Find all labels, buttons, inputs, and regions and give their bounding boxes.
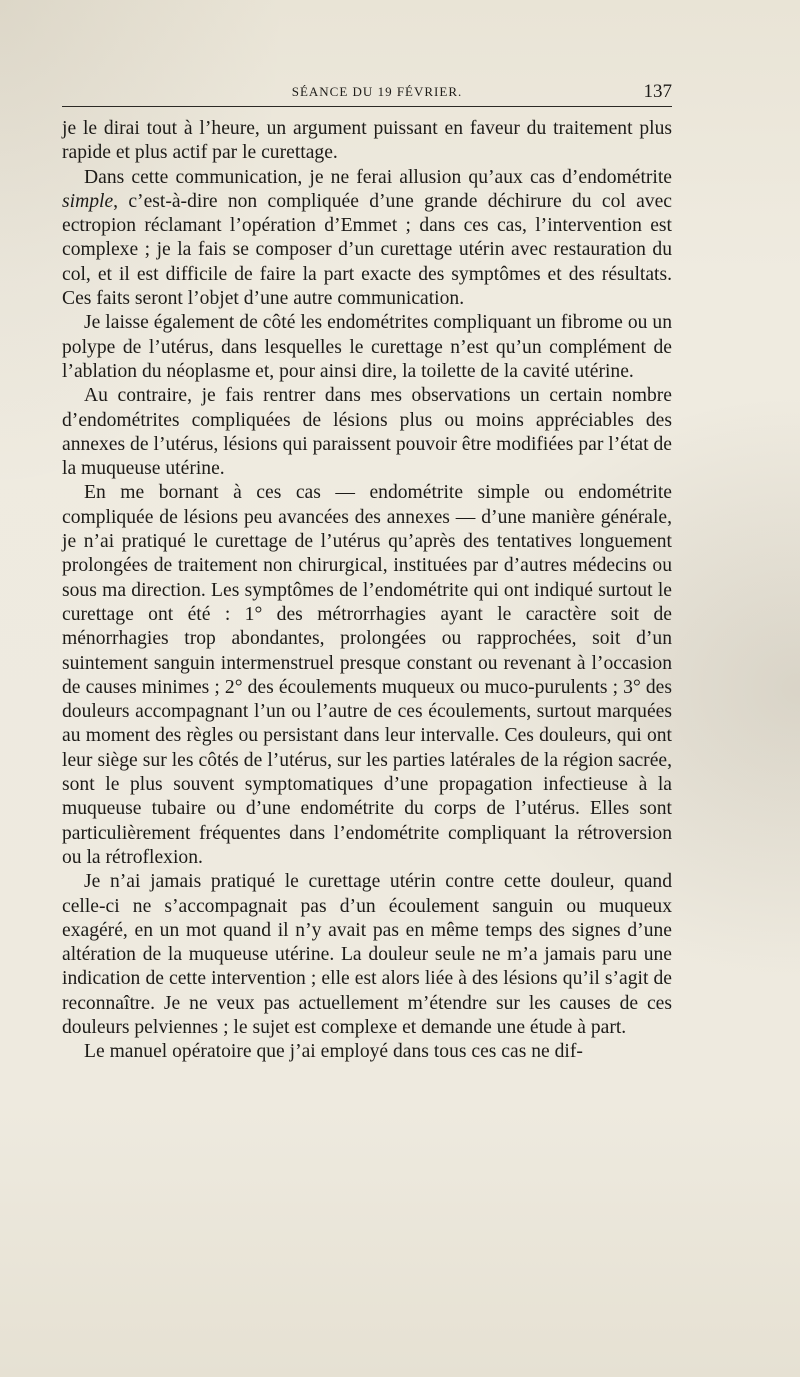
paragraph-text-end: , c’est-à-dire non compliquée d’une grande déchirure du col avec ectropion réclamant l’opération d’Emmet ; dans ces cas, l’intervention est complexe ; je la fais se composer d’un curettage utérin avec restauration du col, et il est difficile de faire la part exacte des symptômes et des résultats. Ces faits seront l’objet d’une autre communication. xyxy=(62,190,672,310)
header-rule xyxy=(62,106,672,107)
book-page xyxy=(62,78,672,1065)
running-title: SÉANCE DU 19 FÉVRIER. xyxy=(291,84,463,99)
body-text xyxy=(62,117,672,1065)
paragraph: Le manuel opératoire que j’ai employé dans tous ces cas ne dif- xyxy=(84,1041,583,1063)
paragraph: Je laisse également de côté les endométrites compliquant un fibrome ou un polype de l’utérus, dans lesquelles le curettage n’est qu’un complément de l’ablation du néoplasme et, pour ainsi dire, la toilette de la cavité utérine. xyxy=(62,312,672,382)
italic-term: simple xyxy=(62,190,114,212)
paragraph xyxy=(62,166,672,312)
paragraph: je le dirai tout à l’heure, un argument puissant en faveur du traitement plus rapide et plus actif par le curettage. xyxy=(62,118,672,164)
paragraph: Au contraire, je fais rentrer dans mes observations un certain nombre d’endométrites compliquées de lésions plus ou moins appréciables des annexes de l’utérus, lésions qui paraissent pouvoir être modifiées par l’état de la muqueuse utérine. xyxy=(62,385,672,480)
running-head xyxy=(62,78,672,106)
paragraph: En me bornant à ces cas — endométrite simple ou endométrite compliquée de lésions peu avancées des annexes — d’une manière générale, je n’ai pratiqué le curettage de l’utérus qu’après des tentatives longuement prolongées de traitement non chirurgical, instituées par d’autres médecins ou sous ma direction. Les symptômes de l’endométrite qui ont indiqué surtout le curettage ont été : 1° des métrorrhagies ayant le caractère soit de ménorrhagies trop abondantes, prolongées ou rapprochées, soit d’un suintement sanguin intermenstruel presque constant ou revenant à l’occasion de causes minimes ; 2° des écoulements muqueux ou muco-purulents ; 3° des douleurs accompagnant l’un ou l’autre de ces écoulements, surtout marquées au moment des règles ou persistant dans leur intervalle. Ces douleurs, qui ont leur siège sur les côtés de l’utérus, sur les parties latérales de la région sacrée, sont le plus souvent symptomatiques d’une propagation infectieuse à la muqueuse tubaire ou d’une endométrite du corps de l’utérus. Elles sont particulièrement fréquentes dans l’endométrite compliquant la rétroversion ou la rétroflexion. xyxy=(62,482,672,868)
page-number: 137 xyxy=(643,81,672,102)
paragraph: Je n’ai jamais pratiqué le curettage utérin contre cette douleur, quand celle-ci ne s’accompagnait pas d’un écoulement sanguin ou muqueux exagéré, en un mot quand il n’y avait pas en même temps des signes d’une altération de la muqueuse utérine. La douleur seule ne m’a jamais paru une indication de cette intervention ; elle est alors liée à des lésions qu’il s’agit de reconnaître. Je ne veux pas actuellement m’étendre sur les causes de ces douleurs pelviennes ; le sujet est complexe et demande une étude à part. xyxy=(62,871,672,1038)
paragraph-text-start: Dans cette communication, je ne ferai allusion qu’aux cas d’endométrite xyxy=(84,166,672,188)
